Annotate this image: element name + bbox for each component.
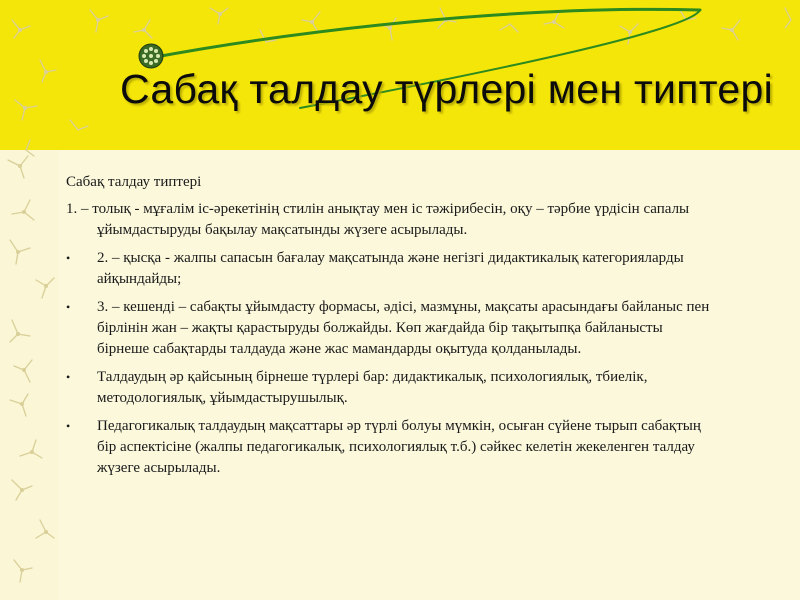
list-item [66, 297, 716, 360]
bullet-icon: • [66, 300, 71, 314]
bullet-icon: • [66, 419, 71, 433]
slide-title: Сабақ талдау түрлері мен типтері [120, 66, 773, 112]
list-item [66, 416, 716, 479]
body-heading: Сабақ талдау типтері [66, 174, 202, 190]
bullet-icon: • [66, 370, 71, 384]
list-item-text: Талдаудың әр қайсының бірнеше түрлері бар: дидактикалық, психологиялық, тбиелік, методологиялық, ұйымдастырушылық. [97, 369, 648, 406]
slide-body [66, 172, 716, 486]
list-item-text: 3. – кешенді – сабақты ұйымдасту формасы, әдісі, мазмұны, мақсаты арасындағы байланыс пен бірлінін жан – жақты қарастыруды болжайды. Көп жағдайда бір тақытыпқа байланысты бірнеше сабақтарды талдауда және жас мамандарды оқытуда қолданылады. [97, 299, 710, 357]
list-item-text: 1. – толық - мұғалім іс-әрекетінің стилін анықтау мен іс тәжірибесін, оқу – тәрбие үрдісін сапалы ұйымдастыруды бақылау мақсатынды жүзеге асырылады. [66, 201, 690, 238]
list-item [66, 367, 716, 409]
list-item [66, 248, 716, 290]
bullet-icon: • [66, 251, 71, 265]
content-list [66, 199, 716, 479]
list-item-text: Педагогикалық талдаудың мақсаттары әр түрлі болуы мүмкін, осыған сүйене тырып сабақтың бір аспектісіне (жалпы педагогикалық, психологиялық т.б.) сәйкес келетін жекеленген талдау жүзеге асырылады. [97, 418, 701, 476]
list-item-text: 2. – қысқа - жалпы сапасын бағалау мақсатында және негізгі дидактикалық категорияларды айқындайды; [97, 250, 684, 287]
list-item [66, 199, 716, 241]
